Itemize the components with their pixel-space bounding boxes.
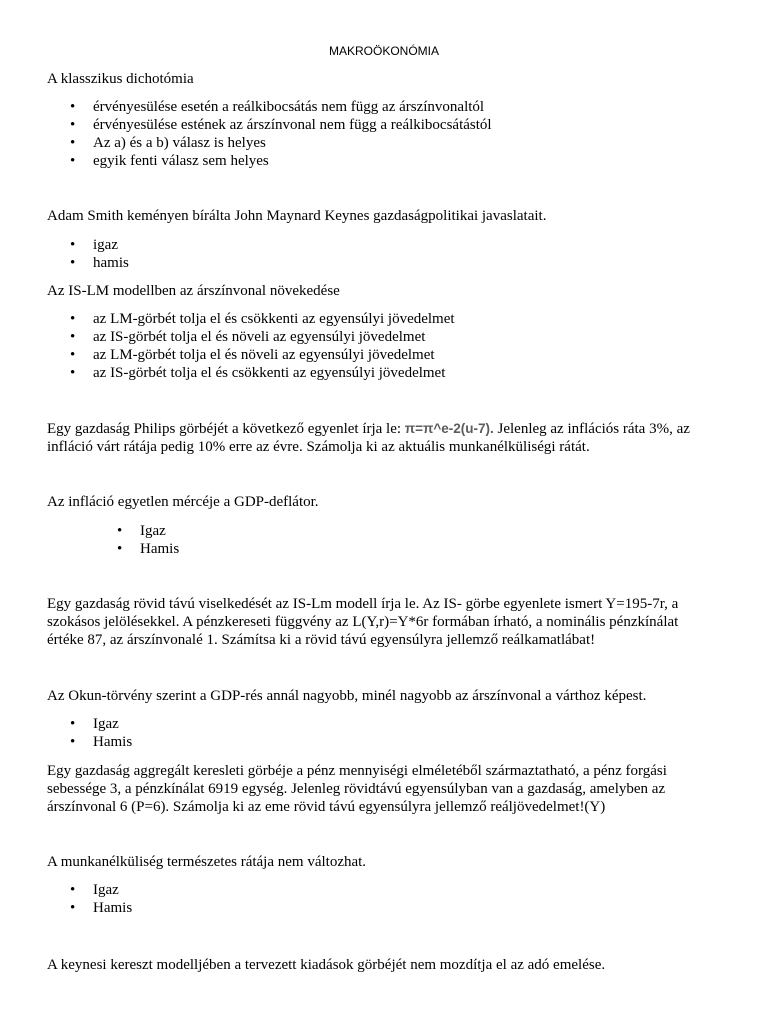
question-7: Az Okun-törvény szerint a GDP-rés annál nagyobb, minél nagyobb az árszínvonal a várthoz képest. bbox=[47, 688, 647, 704]
question-7-options bbox=[70, 715, 132, 751]
question-4-line-1: Egy gazdaság Philips görbéjét a következő egyenlet írja le: π=π^e-2(u-7). Jelenleg az inflációs ráta 3%, az bbox=[47, 421, 690, 437]
question-3-options bbox=[70, 310, 455, 382]
list-item: • egyik fenti válasz sem helyes bbox=[70, 152, 492, 170]
list-item: • Igaz bbox=[70, 881, 132, 899]
list-item: • az IS-görbét tolja el és növeli az egyensúlyi jövedelmet bbox=[70, 328, 455, 346]
question-8 bbox=[47, 762, 727, 816]
list-item: • az LM-görbét tolja el és csökkenti az egyensúlyi jövedelmet bbox=[70, 310, 455, 328]
question-5-options bbox=[117, 522, 179, 558]
question-4-line-2: infláció várt rátája pedig 10% erre az évre. Számolja ki az aktuális munkanélküliségi rátát. bbox=[47, 439, 590, 455]
question-1: A klasszikus dichotómia bbox=[47, 71, 194, 87]
list-item: • Igaz bbox=[117, 522, 179, 540]
list-item: • az LM-görbét tolja el és növeli az egyensúlyi jövedelmet bbox=[70, 346, 455, 364]
paragraph-line: sebessége 3, a pénzkínálat 6919 egység. Jelenleg rövidtávú egyensúlyban van a gazdaság, amelyben az bbox=[47, 781, 666, 797]
question-1-options bbox=[70, 98, 492, 170]
page-title: MAKROÖKONÓMIA bbox=[328, 44, 439, 58]
paragraph-line: szokásos jelölésekkel. A pénzkereseti függvény az L(Y,r)=Y*6r formában írható, a nominális pénzkínálat bbox=[47, 614, 679, 630]
question-6 bbox=[47, 595, 727, 649]
list-item: • hamis bbox=[70, 254, 129, 272]
list-item: • érvényesülése esetén a reálkibocsátás nem függ az árszínvonaltól bbox=[70, 98, 492, 116]
phillips-formula: π=π^e-2(u-7). bbox=[404, 421, 494, 436]
list-item: • Hamis bbox=[117, 540, 179, 558]
list-item: • érvényesülése estének az árszínvonal nem függ a reálkibocsátástól bbox=[70, 116, 492, 134]
paragraph-line: értéke 87, az árszínvonalé 1. Számítsa ki a rövid távú egyensúlyra jellemző reálkamatlábat! bbox=[47, 632, 596, 648]
list-item: • az IS-görbét tolja el és csökkenti az egyensúlyi jövedelmet bbox=[70, 364, 455, 382]
question-9-options bbox=[70, 881, 132, 917]
question-5: Az infláció egyetlen mércéje a GDP-deflátor. bbox=[47, 494, 319, 510]
question-10: A keynesi kereszt modelljében a tervezett kiadások görbéjét nem mozdítja el az adó emelése. bbox=[47, 957, 606, 973]
question-2-options bbox=[70, 236, 129, 272]
paragraph-line: Egy gazdaság rövid távú viselkedését az IS-Lm modell írja le. Az IS- görbe egyenlete ismert Y=195-7r, a bbox=[47, 596, 679, 612]
question-9: A munkanélküliség természetes rátája nem változhat. bbox=[47, 854, 367, 870]
list-item: • Az a) és a b) válasz is helyes bbox=[70, 134, 492, 152]
paragraph-line: árszínvonal 6 (P=6). Számolja ki az eme rövid távú egyensúlyra jellemző reáljövedelmet!(Y) bbox=[47, 799, 606, 815]
list-item: • Hamis bbox=[70, 733, 132, 751]
question-4 bbox=[47, 420, 727, 456]
paragraph-line: Egy gazdaság aggregált keresleti görbéje a pénz mennyiségi elméletéből származtatható, a pénz forgási bbox=[47, 763, 667, 779]
list-item: • Hamis bbox=[70, 899, 132, 917]
list-item: • igaz bbox=[70, 236, 129, 254]
question-3: Az IS-LM modellben az árszínvonal növekedése bbox=[47, 283, 340, 299]
list-item: • Igaz bbox=[70, 715, 132, 733]
question-2: Adam Smith keményen bírálta John Maynard Keynes gazdaságpolitikai javaslatait. bbox=[47, 208, 547, 224]
